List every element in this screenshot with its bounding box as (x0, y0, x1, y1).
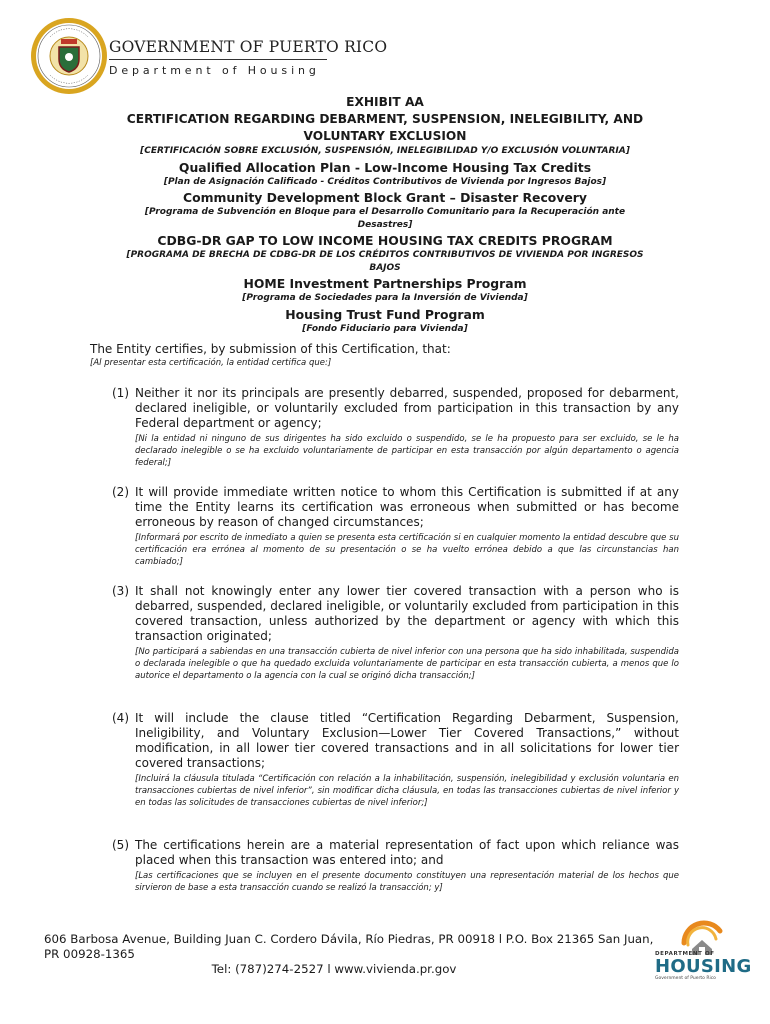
header-divider (109, 59, 327, 60)
item-text-spanish: [Ni la entidad ni ninguno de sus dirigentes ha sido excluido o suspendido, se le ha propuesto para ser excluido, se le ha declarado inelegible o se ha excluido voluntariamente de participar en esta transacción por algún departamento o agencia federal;] (135, 434, 679, 468)
certification-item (112, 711, 679, 809)
certification-item (112, 838, 679, 894)
program-name-spanish: BAJOS (369, 262, 401, 273)
footer-contact: Tel: (787)274-2527 l www.vivienda.pr.gov (211, 962, 457, 976)
puerto-rico-seal (30, 17, 108, 95)
certification-heading-spanish: [CERTIFICACIÓN SOBRE EXCLUSIÓN, SUSPENSIÓN, INELEGIBILIDAD Y/O EXCLUSIÓN VOLUNTARIA] (140, 146, 630, 156)
certification-item (112, 386, 679, 469)
program-name-spanish: [Programa de Subvención en Bloque para el Desarrollo Comunitario para la Recuperación ante (144, 207, 626, 217)
program-name: Community Development Block Grant – Disaster Recovery (183, 190, 587, 205)
item-text-spanish: [Informará por escrito de inmediato a quien se presenta esta certificación si en cualquier momento la entidad descubre que su certificación era errónea al momento de su presentación o se ha vuelto errónea debido a que las circunstancias han cambiado;] (135, 533, 679, 567)
program-name-spanish: [Fondo Fiduciario para Vivienda] (302, 323, 468, 334)
program-name: CDBG-DR GAP TO LOW INCOME HOUSING TAX CREDITS PROGRAM (157, 233, 613, 248)
item-text: Neither it nor its principals are presently debarred, suspended, proposed for debarment, declared ineligible, or voluntarily excluded from participation in this transaction by any Federal department or agency; (135, 386, 679, 430)
item-number: (2) (112, 485, 129, 499)
footer-address: 606 Barbosa Avenue, Building Juan C. Cordero Dávila, Río Piedras, PR 00918 l P.O. Box 21365 San Juan, PR 00928-1365 (44, 932, 654, 961)
title-block (60, 94, 710, 335)
logo-government-label: Government of Puerto Rico (655, 976, 716, 981)
item-text-spanish: [Las certificaciones que se incluyen en el presente documento constituyen una representación material de los hechos que sirvieron de base a esta transacción cuando se realizó la transacción; y] (135, 871, 679, 893)
program-name: HOME Investment Partnerships Program (243, 276, 527, 291)
item-text-spanish: [No participará a sabiendas en una transacción cubierta de nivel inferior con una persona que ha sido inhabilitada, suspendida o declarada inelegible o que ha quedado excluida voluntariamente de participar en esta transacción cubierta, a menos que lo autorice el departamento o la agencia con la cual se originó dicha transacción;] (135, 647, 679, 681)
program-name-spanish: [Programa de Sociedades para la Inversión de Vivienda] (242, 293, 528, 303)
program-name: Housing Trust Fund Program (285, 306, 485, 322)
certification-heading-line-2: VOLUNTARY EXCLUSION (303, 129, 467, 143)
item-text: It will include the clause titled “Certification Regarding Debarment, Suspension, Ineligibility, and Voluntary Exclusion—Lower Tier Covered Transactions,” without modification, in all lower tier covered transactions and in all solicitations for lower tier covered transactions; (135, 711, 679, 770)
program-name: Qualified Allocation Plan - Low-Income Housing Tax Credits (178, 159, 592, 175)
certification-item (112, 485, 679, 568)
logo-department-label: DEPARTMENT OF (655, 951, 715, 957)
program-name-spanish: [Plan de Asignación Calificado - Créditos Contributivos de Vivienda por Ingresos Bajos] (163, 176, 607, 187)
intro-statement-spanish: [Al presentar esta certificación, la entidad certifica que:] (90, 358, 332, 368)
item-text: It shall not knowingly enter any lower tier covered transaction with a person who is debarred, suspended, declared ineligible, or voluntarily excluded from participation in this covered transaction, unless authorized by the department or agency with which this transaction originated; (135, 584, 679, 643)
department-subtitle: Department of Housing (109, 64, 320, 77)
certification-item (112, 584, 679, 682)
program-name-spanish: [PROGRAMA DE BRECHA DE CDBG-DR DE LOS CRÉDITOS CONTRIBUTIVOS DE VIVIENDA POR INGRESOS (126, 250, 644, 260)
certification-heading-line-1: CERTIFICATION REGARDING DEBARMENT, SUSPENSION, INELEGIBILITY, AND (126, 112, 644, 126)
item-number: (3) (112, 584, 129, 598)
item-text: It will provide immediate written notice to whom this Certification is submitted if at any time the Entity learns its certification was erroneous when submitted or has become erroneous by reason of changed circumstances; (135, 485, 679, 529)
exhibit-label: EXHIBIT AA (346, 95, 424, 109)
item-text-spanish: [Incluirá la cláusula titulada “Certificación con relación a la inhabilitación, suspensión, inelegibilidad y exclusión voluntaria en transacciones cubiertas de nivel inferior”, sin modificar dicha cláusula, en todas las transacciones cubiertas de nivel inferior y en todas las solicitudes de transacciones cubiertas de nivel inferior;] (135, 774, 679, 808)
item-number: (5) (112, 838, 129, 852)
government-title: GOVERNMENT OF PUERTO RICO (109, 38, 388, 56)
item-number: (4) (112, 711, 129, 725)
item-number: (1) (112, 386, 129, 400)
logo-housing-label: HOUSING (655, 956, 752, 977)
intro-statement: The Entity certifies, by submission of this Certification, that: (90, 342, 451, 356)
item-text: The certifications herein are a material representation of fact upon which reliance was placed when this transaction was entered into; and (135, 838, 679, 867)
program-name-spanish: Desastres] (357, 219, 413, 230)
